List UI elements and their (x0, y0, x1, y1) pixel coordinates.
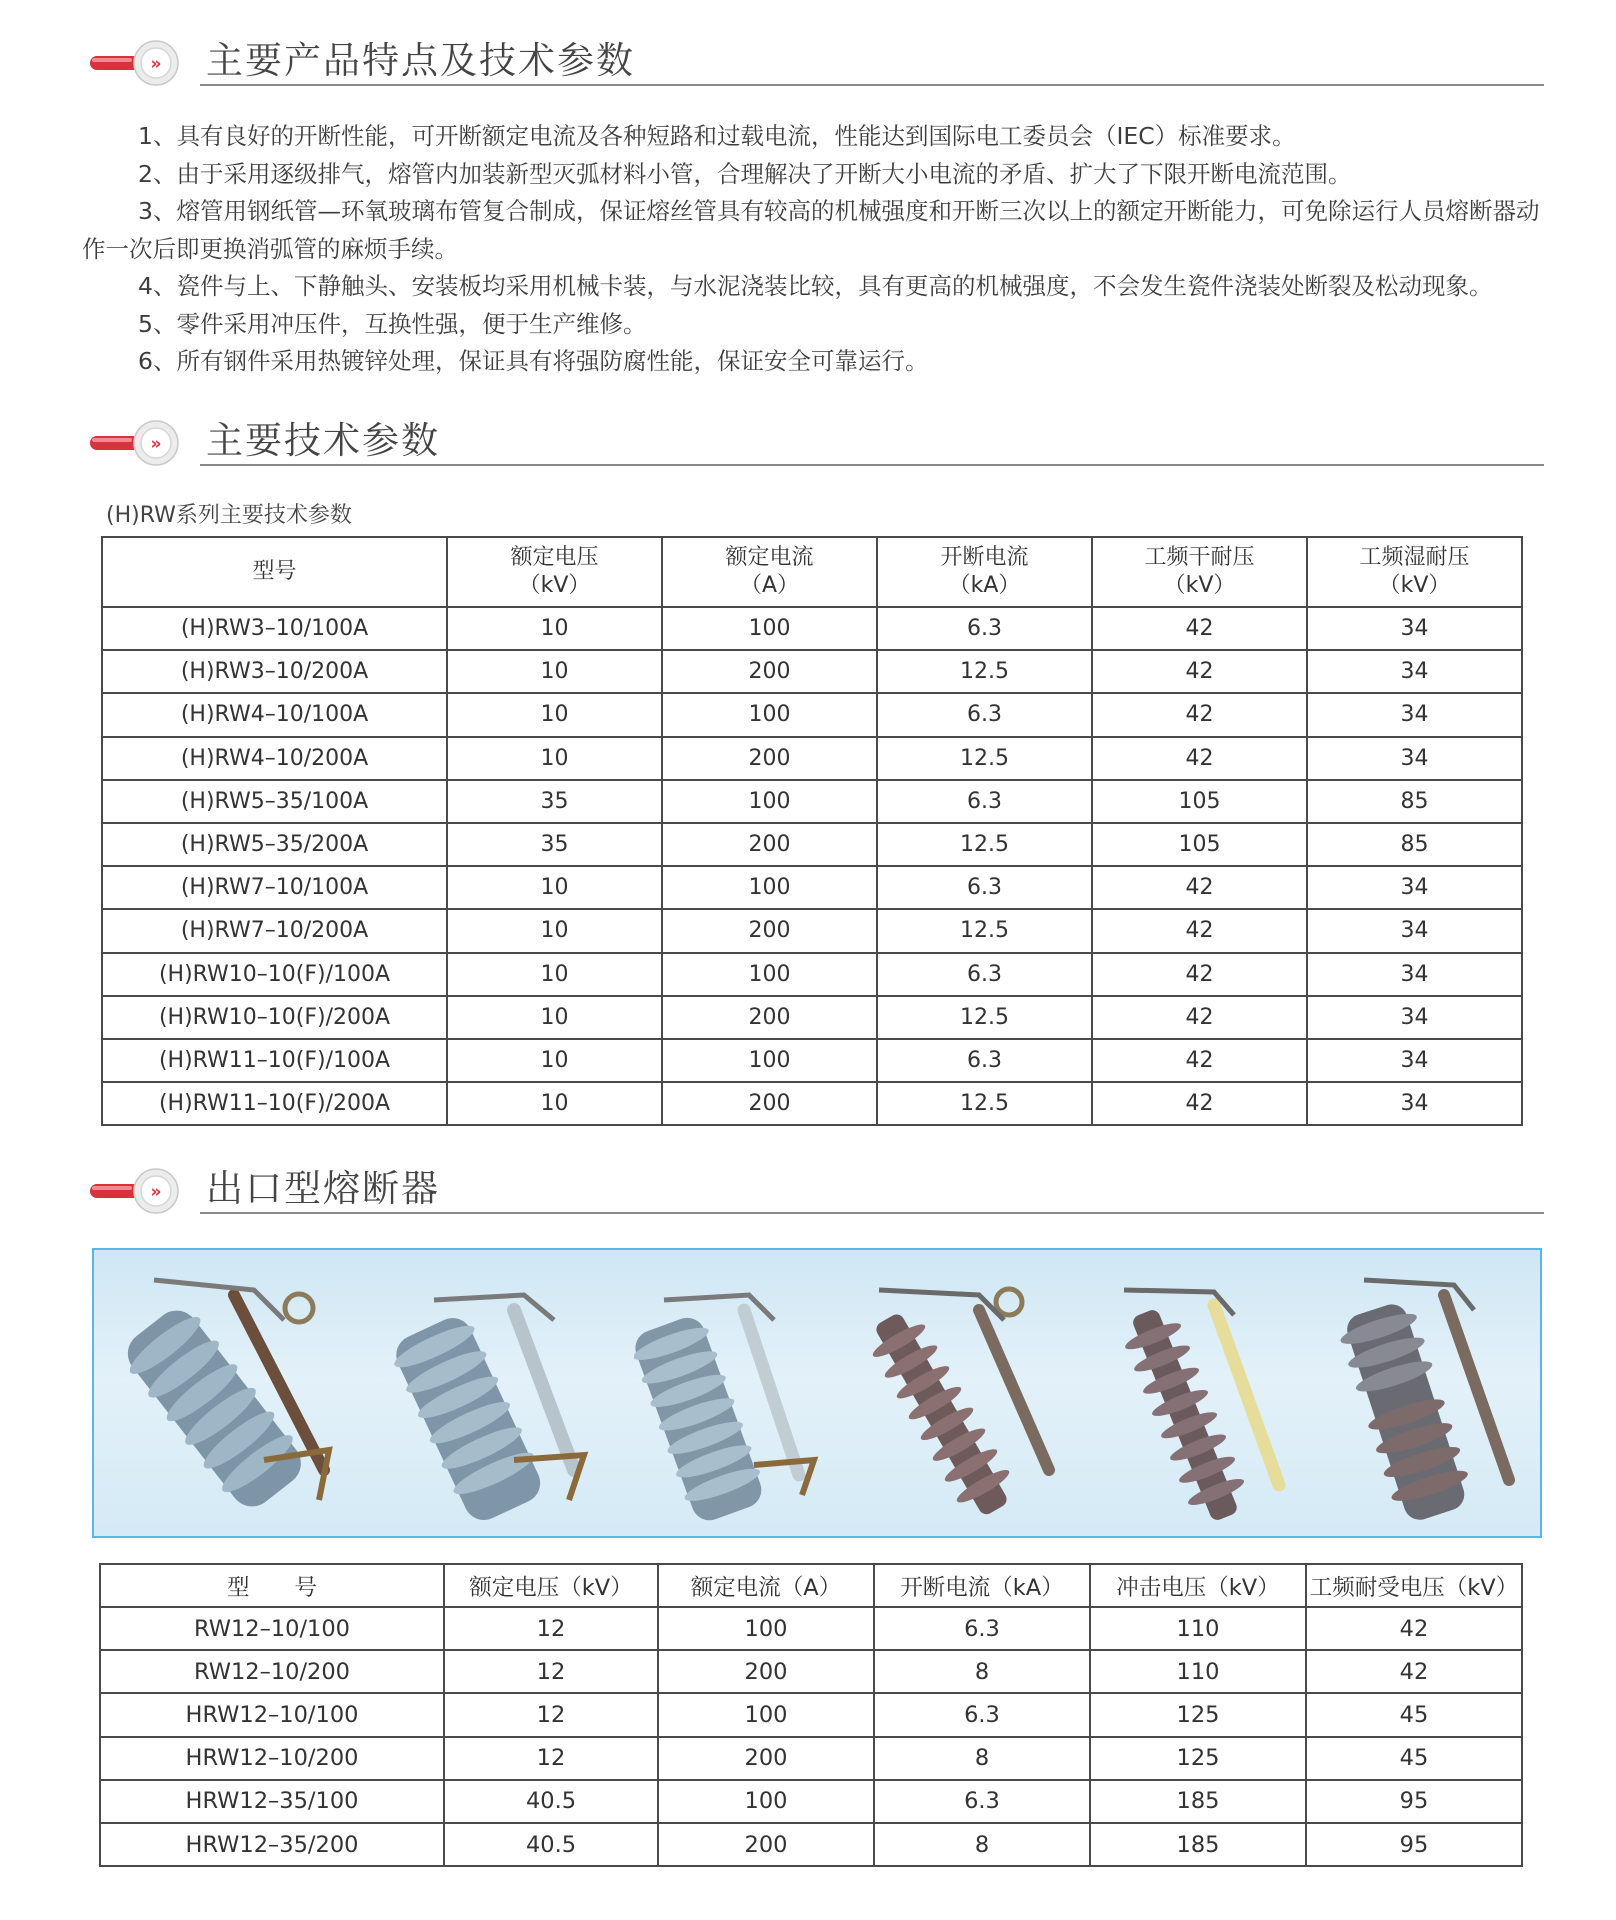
divider (200, 464, 1544, 466)
table-cell: (H)RW3–10/200A (102, 650, 447, 693)
table-cell: 45 (1306, 1693, 1522, 1736)
table-row (100, 1607, 1522, 1650)
table-cell: 34 (1307, 1082, 1522, 1125)
table-cell: 34 (1307, 650, 1522, 693)
table-cell: 200 (662, 909, 877, 952)
section-title: 主要产品特点及技术参数 (206, 39, 635, 82)
column-header: 型 号 (100, 1564, 444, 1607)
table-cell: HRW12–10/200 (100, 1737, 444, 1780)
column-header: 工频耐受电压（kV） (1306, 1564, 1522, 1607)
table-cell: 125 (1090, 1737, 1306, 1780)
table-cell: 10 (447, 607, 662, 650)
table-cell: 185 (1090, 1823, 1306, 1866)
table-cell: 105 (1092, 823, 1307, 866)
section-header-export-fuses (88, 1158, 1544, 1228)
table-cell: 42 (1092, 693, 1307, 736)
table-cell: RW12–10/100 (100, 1607, 444, 1650)
table-cell: (H)RW5–35/200A (102, 823, 447, 866)
table-row (102, 1039, 1522, 1082)
section-header-features (88, 30, 1544, 100)
table-cell: 10 (447, 953, 662, 996)
table-cell: 34 (1307, 607, 1522, 650)
table-cell: HRW12–35/200 (100, 1823, 444, 1866)
table-cell: 10 (447, 909, 662, 952)
table-cell: 42 (1092, 737, 1307, 780)
table-cell: 12.5 (877, 823, 1092, 866)
feature-list (82, 118, 1542, 381)
table-cell: HRW12–35/100 (100, 1780, 444, 1823)
fuse-cutout-photo-1 (114, 1250, 344, 1538)
table-cell: 35 (447, 823, 662, 866)
table-cell: 8 (874, 1737, 1090, 1780)
table-cell: 6.3 (877, 866, 1092, 909)
table-cell: 12.5 (877, 650, 1092, 693)
table-cell: 10 (447, 650, 662, 693)
table-cell: 10 (447, 1039, 662, 1082)
table-cell: 42 (1092, 650, 1307, 693)
table-cell: 42 (1306, 1650, 1522, 1693)
fuse-cutout-photo-6 (1324, 1250, 1534, 1538)
table-cell: 40.5 (444, 1823, 658, 1866)
column-header: 额定电流（A） (658, 1564, 874, 1607)
table-cell: 185 (1090, 1780, 1306, 1823)
table-row (102, 823, 1522, 866)
table-cell: 12.5 (877, 737, 1092, 780)
table-cell: 8 (874, 1823, 1090, 1866)
table-cell: 6.3 (874, 1693, 1090, 1736)
table-cell: 40.5 (444, 1780, 658, 1823)
table-cell: (H)RW5–35/100A (102, 780, 447, 823)
table-cell: 34 (1307, 866, 1522, 909)
feature-item: 2、由于采用逐级排气，熔管内加装新型灭弧材料小管，合理解决了开断大小电流的矛盾、扩大了下限开断电流范围。 (138, 159, 1352, 188)
column-header: 开断电流（kA） (874, 1564, 1090, 1607)
table-cell: 6.3 (874, 1607, 1090, 1650)
rw12-spec-table (99, 1563, 1523, 1867)
table-row (102, 693, 1522, 736)
table-cell: 42 (1092, 1082, 1307, 1125)
table-cell: (H)RW7–10/100A (102, 866, 447, 909)
table-cell: 12 (444, 1737, 658, 1780)
feature-item: 4、瓷件与上、下静触头、安装板均采用机械卡装，与水泥浇装比较，具有更高的机械强度，不会发生瓷件浇装处断裂及松动现象。 (138, 272, 1493, 300)
table-cell: 110 (1090, 1650, 1306, 1693)
feature-item: 3、熔管用钢纸管—环氧玻璃布管复合制成，保证熔丝管具有较高的机械强度和开断三次以上的额定开断能力，可免除运行人员熔断器动作一次后即更换消弧管的麻烦手续。 (82, 197, 1540, 263)
hrw-spec-table (101, 536, 1523, 1126)
table-cell: (H)RW4–10/200A (102, 737, 447, 780)
table-cell: 100 (662, 607, 877, 650)
feature-item: 6、所有钢件采用热镀锌处理，保证具有将强防腐性能，保证安全可靠运行。 (138, 347, 929, 375)
table-cell: 100 (662, 866, 877, 909)
table-cell: (H)RW10–10(F)/100A (102, 953, 447, 996)
table-row (102, 650, 1522, 693)
svg-text:»: » (150, 1182, 162, 1202)
table-cell: 12 (444, 1607, 658, 1650)
table-row (100, 1823, 1522, 1866)
table-row (102, 909, 1522, 952)
table-cell: 125 (1090, 1693, 1306, 1736)
feature-item: 1、具有良好的开断性能，可开断额定电流及各种短路和过载电流，性能达到国际电工委员会（IEC）标准要求。 (138, 122, 1296, 150)
table-cell: 100 (662, 1039, 877, 1082)
table-row (102, 996, 1522, 1039)
red-arrow-badge-icon (88, 418, 188, 468)
table-cell: 42 (1092, 607, 1307, 650)
table-cell: (H)RW10–10(F)/200A (102, 996, 447, 1039)
table-cell: 12.5 (877, 996, 1092, 1039)
fuse-cutout-photo-5 (1104, 1250, 1334, 1538)
table-cell: 100 (662, 953, 877, 996)
table-cell: (H)RW11–10(F)/200A (102, 1082, 447, 1125)
table-cell: 95 (1306, 1823, 1522, 1866)
table-cell: 42 (1092, 1039, 1307, 1082)
table-cell: 200 (658, 1823, 874, 1866)
table-cell: 200 (658, 1650, 874, 1693)
table-cell: 12 (444, 1650, 658, 1693)
table-caption: (H)RW系列主要技术参数 (106, 503, 352, 528)
table-cell: 34 (1307, 909, 1522, 952)
table-cell: 200 (662, 737, 877, 780)
table-row (102, 1082, 1522, 1125)
table-cell: HRW12–10/100 (100, 1693, 444, 1736)
table-cell: 8 (874, 1650, 1090, 1693)
column-header: 额定电流 （A） (662, 537, 877, 607)
table-cell: 6.3 (877, 1039, 1092, 1082)
table-cell: 200 (662, 650, 877, 693)
table-cell: 34 (1307, 1039, 1522, 1082)
table-cell: (H)RW11–10(F)/100A (102, 1039, 447, 1082)
table-cell: 200 (658, 1737, 874, 1780)
column-header: 额定电压（kV） (444, 1564, 658, 1607)
table-cell: 100 (658, 1607, 874, 1650)
table-cell: (H)RW7–10/200A (102, 909, 447, 952)
feature-item: 5、零件采用冲压件，互换性强，便于生产维修。 (138, 309, 647, 338)
table-row (102, 780, 1522, 823)
divider (200, 84, 1544, 86)
table-cell: RW12–10/200 (100, 1650, 444, 1693)
column-header: 额定电压 （kV） (447, 537, 662, 607)
column-header: 工频湿耐压 （kV） (1307, 537, 1522, 607)
table-cell: 42 (1092, 996, 1307, 1039)
table-cell: 100 (658, 1780, 874, 1823)
table-cell: 10 (447, 1082, 662, 1125)
table-cell: 42 (1092, 953, 1307, 996)
table-cell: 10 (447, 996, 662, 1039)
column-header: 型号 (102, 537, 447, 607)
table-cell: 95 (1306, 1780, 1522, 1823)
section-header-parameters (88, 410, 1544, 480)
table-cell: 10 (447, 866, 662, 909)
table-row (102, 866, 1522, 909)
table-cell: 6.3 (877, 607, 1092, 650)
table-row (100, 1650, 1522, 1693)
red-arrow-badge-icon (88, 1166, 188, 1216)
table-cell: 200 (662, 1082, 877, 1125)
fuse-cutout-photo-2 (394, 1250, 614, 1538)
table-cell: (H)RW4–10/100A (102, 693, 447, 736)
product-photo-band (92, 1248, 1542, 1538)
table-cell: 42 (1306, 1607, 1522, 1650)
table-cell: 35 (447, 780, 662, 823)
fuse-cutout-photo-3 (634, 1250, 834, 1538)
table-cell: 200 (662, 823, 877, 866)
table-header-row (102, 537, 1522, 607)
table-cell: 42 (1092, 909, 1307, 952)
table-cell: 100 (658, 1693, 874, 1736)
section-title: 出口型熔断器 (206, 1167, 440, 1210)
column-header: 工频干耐压 （kV） (1092, 537, 1307, 607)
table-cell: 110 (1090, 1607, 1306, 1650)
table-cell: 34 (1307, 737, 1522, 780)
table-cell: 12.5 (877, 1082, 1092, 1125)
column-header: 冲击电压（kV） (1090, 1564, 1306, 1607)
table-cell: 34 (1307, 953, 1522, 996)
table-cell: 85 (1307, 823, 1522, 866)
table-cell: 10 (447, 737, 662, 780)
table-row (102, 737, 1522, 780)
section-title: 主要技术参数 (206, 419, 440, 462)
table-cell: 6.3 (874, 1780, 1090, 1823)
red-arrow-badge-icon (88, 38, 188, 88)
table-row (102, 607, 1522, 650)
svg-text:»: » (150, 434, 162, 454)
table-row (100, 1693, 1522, 1736)
table-cell: 105 (1092, 780, 1307, 823)
table-cell: 34 (1307, 996, 1522, 1039)
svg-text:»: » (150, 54, 162, 74)
table-row (100, 1780, 1522, 1823)
table-cell: 6.3 (877, 780, 1092, 823)
table-cell: 200 (662, 996, 877, 1039)
table-cell: 12.5 (877, 909, 1092, 952)
table-cell: 45 (1306, 1737, 1522, 1780)
column-header: 开断电流 （kA） (877, 537, 1092, 607)
table-header-row (100, 1564, 1522, 1607)
table-cell: 100 (662, 693, 877, 736)
table-cell: 6.3 (877, 953, 1092, 996)
table-cell: 6.3 (877, 693, 1092, 736)
table-cell: 12 (444, 1693, 658, 1736)
divider (200, 1212, 1544, 1214)
table-row (100, 1737, 1522, 1780)
table-cell: 42 (1092, 866, 1307, 909)
table-cell: 34 (1307, 693, 1522, 736)
table-cell: (H)RW3–10/100A (102, 607, 447, 650)
table-cell: 10 (447, 693, 662, 736)
table-cell: 100 (662, 780, 877, 823)
fuse-cutout-photo-4 (859, 1250, 1089, 1538)
table-cell: 85 (1307, 780, 1522, 823)
table-row (102, 953, 1522, 996)
